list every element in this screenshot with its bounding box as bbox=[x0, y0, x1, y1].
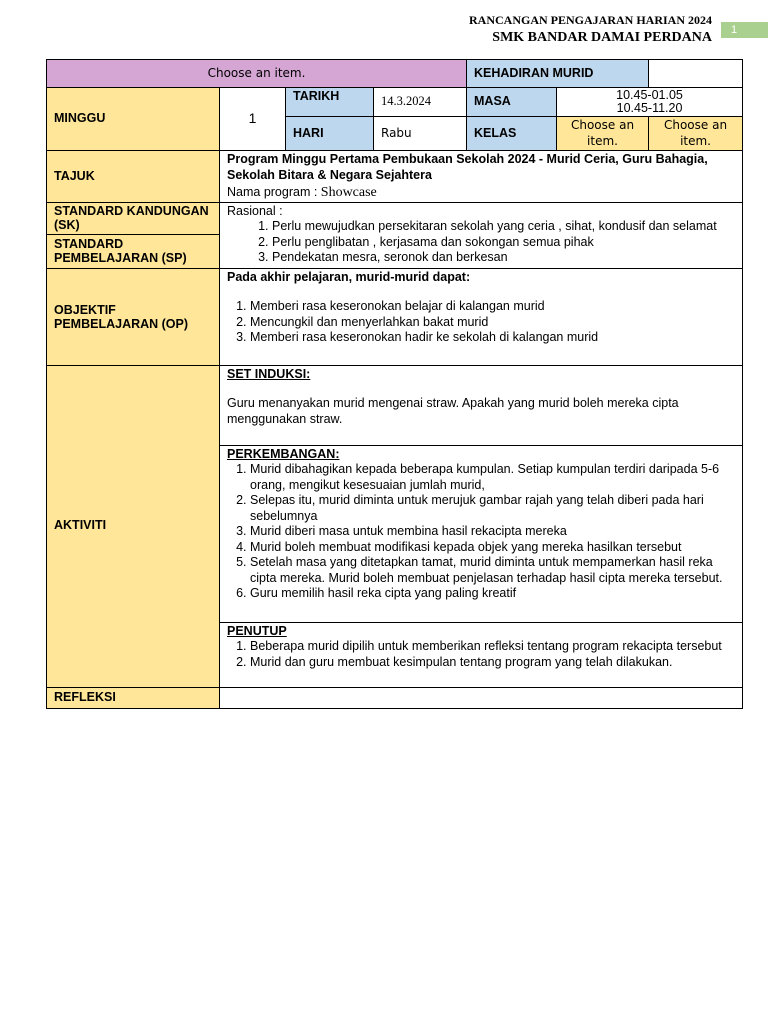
document-header bbox=[469, 12, 712, 46]
tajuk-title: Program Minggu Pertama Pembukaan Sekolah 2024 - Murid Ceria, Guru Bahagia, Sekolah Bitara & Negara Sejahtera bbox=[227, 152, 708, 182]
induksi-content bbox=[220, 365, 743, 445]
perkembangan-heading: PERKEMBANGAN: bbox=[227, 446, 340, 461]
hari-label: HARI bbox=[286, 117, 374, 151]
header-title: RANCANGAN PENGAJARAN HARIAN 2024 bbox=[469, 13, 712, 27]
masa-label: MASA bbox=[467, 88, 557, 117]
list-item: 2. Mencungkil dan menyerlahkan bakat murid bbox=[250, 315, 735, 331]
list-item: 2. Selepas itu, murid diminta untuk merujuk gambar rajah yang telah diberi pada hari sebelumnya bbox=[250, 493, 735, 524]
list-item: 2. Murid dan guru membuat kesimpulan tentang program yang telah dilakukan. bbox=[250, 655, 735, 671]
list-item: 5. Setelah masa yang ditetapkan tamat, murid diminta untuk mempamerkan hasil reka cipta mereka. Murid boleh membuat penjelasan terhadap hasil cipta mereka tersebut. bbox=[250, 555, 735, 586]
minggu-value: 1 bbox=[220, 88, 286, 151]
refleksi-field[interactable] bbox=[220, 687, 743, 708]
objektif-list bbox=[227, 299, 735, 346]
list-item: 1. Memberi rasa keseronokan belajar di kalangan murid bbox=[250, 299, 735, 315]
kelas-dropdown-2[interactable]: Choose an item. bbox=[649, 117, 743, 151]
kehadiran-field[interactable] bbox=[649, 60, 743, 88]
refleksi-label: REFLEKSI bbox=[47, 687, 220, 708]
masa-line-2: 10.45-11.20 bbox=[616, 101, 683, 115]
row-tajuk bbox=[47, 151, 743, 203]
subject-dropdown[interactable]: Choose an item. bbox=[47, 60, 467, 88]
kehadiran-label: KEHADIRAN MURID bbox=[467, 60, 649, 88]
row-tarikh bbox=[47, 88, 743, 117]
list-item: 6. Guru memilih hasil reka cipta yang paling kreatif bbox=[250, 586, 735, 602]
list-item: 2. Perlu penglibatan , kerjasama dan sokongan semua pihak bbox=[272, 235, 735, 251]
tajuk-label: TAJUK bbox=[47, 151, 220, 203]
rasional-content bbox=[220, 202, 743, 268]
row-sk bbox=[47, 202, 743, 234]
kelas-dropdown-1[interactable]: Choose an item. bbox=[557, 117, 649, 151]
hari-value: Rabu bbox=[374, 117, 467, 151]
tarikh-value: 14.3.2024 bbox=[374, 88, 467, 117]
rasional-list bbox=[227, 219, 735, 266]
list-item: 3. Memberi rasa keseronokan hadir ke sekolah di kalangan murid bbox=[250, 330, 735, 346]
row-top bbox=[47, 60, 743, 88]
penutup-content bbox=[220, 622, 743, 687]
rasional-heading: Rasional : bbox=[227, 203, 283, 218]
row-objektif bbox=[47, 268, 743, 365]
perkembangan-content bbox=[220, 445, 743, 622]
lesson-plan-table bbox=[46, 59, 743, 709]
tajuk-content bbox=[220, 151, 743, 203]
sp-label: STANDARD PEMBELAJARAN (SP) bbox=[47, 234, 220, 268]
objektif-content bbox=[220, 268, 743, 365]
sk-label: STANDARD KANDUNGAN (SK) bbox=[47, 202, 220, 234]
row-induksi bbox=[47, 365, 743, 445]
kelas-label: KELAS bbox=[467, 117, 557, 151]
row-refleksi bbox=[47, 687, 743, 708]
induksi-heading: SET INDUKSI: bbox=[227, 366, 311, 381]
tarikh-label: TARIKH bbox=[286, 88, 374, 117]
objektif-intro: Pada akhir pelajaran, murid-murid dapat: bbox=[227, 269, 471, 284]
program-name: Showcase bbox=[320, 185, 377, 200]
page-number: 1 bbox=[721, 22, 768, 38]
program-prefix: Nama program : bbox=[227, 185, 321, 199]
minggu-label: MINGGU bbox=[47, 88, 220, 151]
masa-value bbox=[557, 88, 743, 117]
list-item: 3. Pendekatan mesra, seronok dan berkesan bbox=[272, 250, 735, 266]
penutup-heading: PENUTUP bbox=[227, 623, 287, 638]
list-item: 1. Perlu mewujudkan persekitaran sekolah yang ceria , sihat, kondusif dan selamat bbox=[272, 219, 735, 235]
list-item: 1. Murid dibahagikan kepada beberapa kumpulan. Setiap kumpulan terdiri daripada 5-6 orang, mengikut kesesuaian jumlah murid, bbox=[250, 462, 735, 493]
masa-line-1: 10.45-01.05 bbox=[616, 88, 683, 102]
header-school-name: SMK BANDAR DAMAI PERDANA bbox=[492, 30, 712, 45]
aktiviti-label: AKTIVITI bbox=[47, 365, 220, 687]
objektif-label: OBJEKTIF PEMBELAJARAN (OP) bbox=[47, 268, 220, 365]
list-item: 1. Beberapa murid dipilih untuk memberikan refleksi tentang program rekacipta tersebut bbox=[250, 639, 735, 655]
perkembangan-list bbox=[227, 462, 735, 602]
induksi-text: Guru menanyakan murid mengenai straw. Apakah yang murid boleh mereka cipta menggunakan straw. bbox=[227, 396, 679, 426]
list-item: 3. Murid diberi masa untuk membina hasil rekacipta mereka bbox=[250, 524, 735, 540]
penutup-list bbox=[227, 639, 735, 670]
list-item: 4. Murid boleh membuat modifikasi kepada objek yang mereka hasilkan tersebut bbox=[250, 540, 735, 556]
